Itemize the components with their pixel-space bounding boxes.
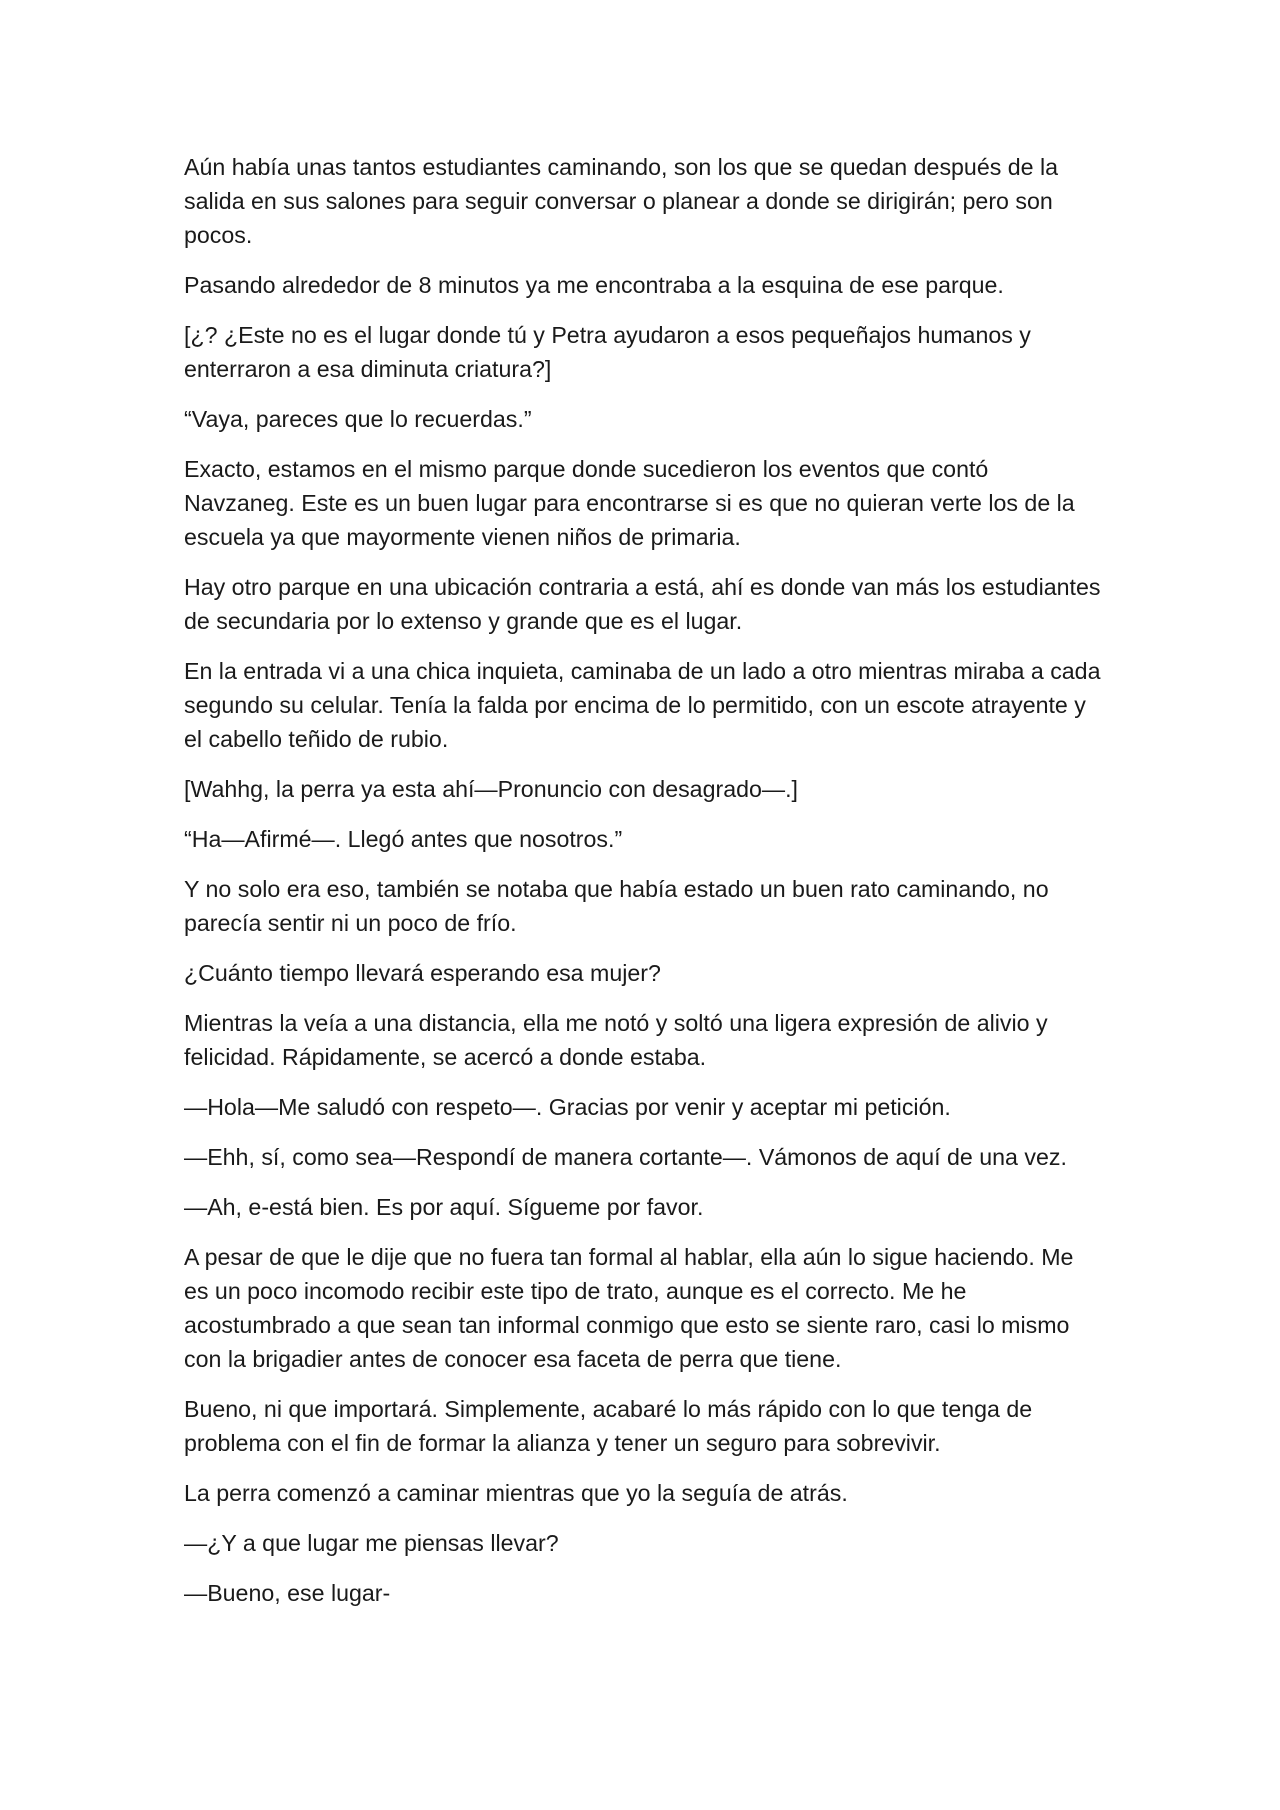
paragraph: Exacto, estamos en el mismo parque donde sucedieron los eventos que contó Navzaneg. Este es un buen lugar para encontrarse si es que no quieran verte los de la escuela ya que mayormente vienen niños de primaria. xyxy=(184,456,1075,550)
paragraph: A pesar de que le dije que no fuera tan formal al hablar, ella aún lo sigue haciendo. Me es un poco incomodo recibir este tipo de trato, aunque es el correcto. Me he acostumbrado a que sean tan informal conmigo que esto se siente raro, casi lo mismo con la brigadier antes de conocer esa faceta de perra que tiene. xyxy=(184,1244,1074,1372)
paragraph: “Vaya, pareces que lo recuerdas.” xyxy=(184,406,532,432)
paragraph: Pasando alrededor de 8 minutos ya me encontraba a la esquina de ese parque. xyxy=(184,272,1004,298)
paragraph: En la entrada vi a una chica inquieta, caminaba de un lado a otro mientras miraba a cada segundo su celular. Tenía la falda por encima de lo permitido, con un escote atrayente y el cabello teñido de rubio. xyxy=(184,658,1101,752)
paragraph: La perra comenzó a caminar mientras que yo la seguía de atrás. xyxy=(184,1480,848,1506)
paragraph: [Wahhg, la perra ya esta ahí—Pronuncio con desagrado—.] xyxy=(184,776,798,802)
document-text-body xyxy=(184,150,1104,1626)
paragraph: Hay otro parque en una ubicación contraria a está, ahí es donde van más los estudiantes de secundaria por lo extenso y grande que es el lugar. xyxy=(184,574,1101,634)
paragraph: —Ehh, sí, como sea—Respondí de manera cortante—. Vámonos de aquí de una vez. xyxy=(184,1144,1067,1170)
paragraph: Y no solo era eso, también se notaba que había estado un buen rato caminando, no parecía sentir ni un poco de frío. xyxy=(184,876,1049,936)
paragraph: Mientras la veía a una distancia, ella me notó y soltó una ligera expresión de alivio y felicidad. Rápidamente, se acercó a donde estaba. xyxy=(184,1010,1048,1070)
paragraph: —Hola—Me saludó con respeto—. Gracias por venir y aceptar mi petición. xyxy=(184,1094,951,1120)
paragraph: —¿Y a que lugar me piensas llevar? xyxy=(184,1530,559,1556)
paragraph: Aún había unas tantos estudiantes caminando, son los que se quedan después de la salida en sus salones para seguir conversar o planear a donde se dirigirán; pero son pocos. xyxy=(184,154,1059,248)
paragraph: ¿Cuánto tiempo llevará esperando esa mujer? xyxy=(184,960,661,986)
paragraph: —Bueno, ese lugar- xyxy=(184,1580,391,1606)
paragraph: Bueno, ni que importará. Simplemente, acabaré lo más rápido con lo que tenga de problema con el fin de formar la alianza y tener un seguro para sobrevivir. xyxy=(184,1396,1033,1456)
paragraph: —Ah, e-está bien. Es por aquí. Sígueme por favor. xyxy=(184,1194,704,1220)
paragraph: “Ha—Afirmé—. Llegó antes que nosotros.” xyxy=(184,826,623,852)
paragraph: [¿? ¿Este no es el lugar donde tú y Petra ayudaron a esos pequeñajos humanos y enterraron a esa diminuta criatura?] xyxy=(184,322,1031,382)
